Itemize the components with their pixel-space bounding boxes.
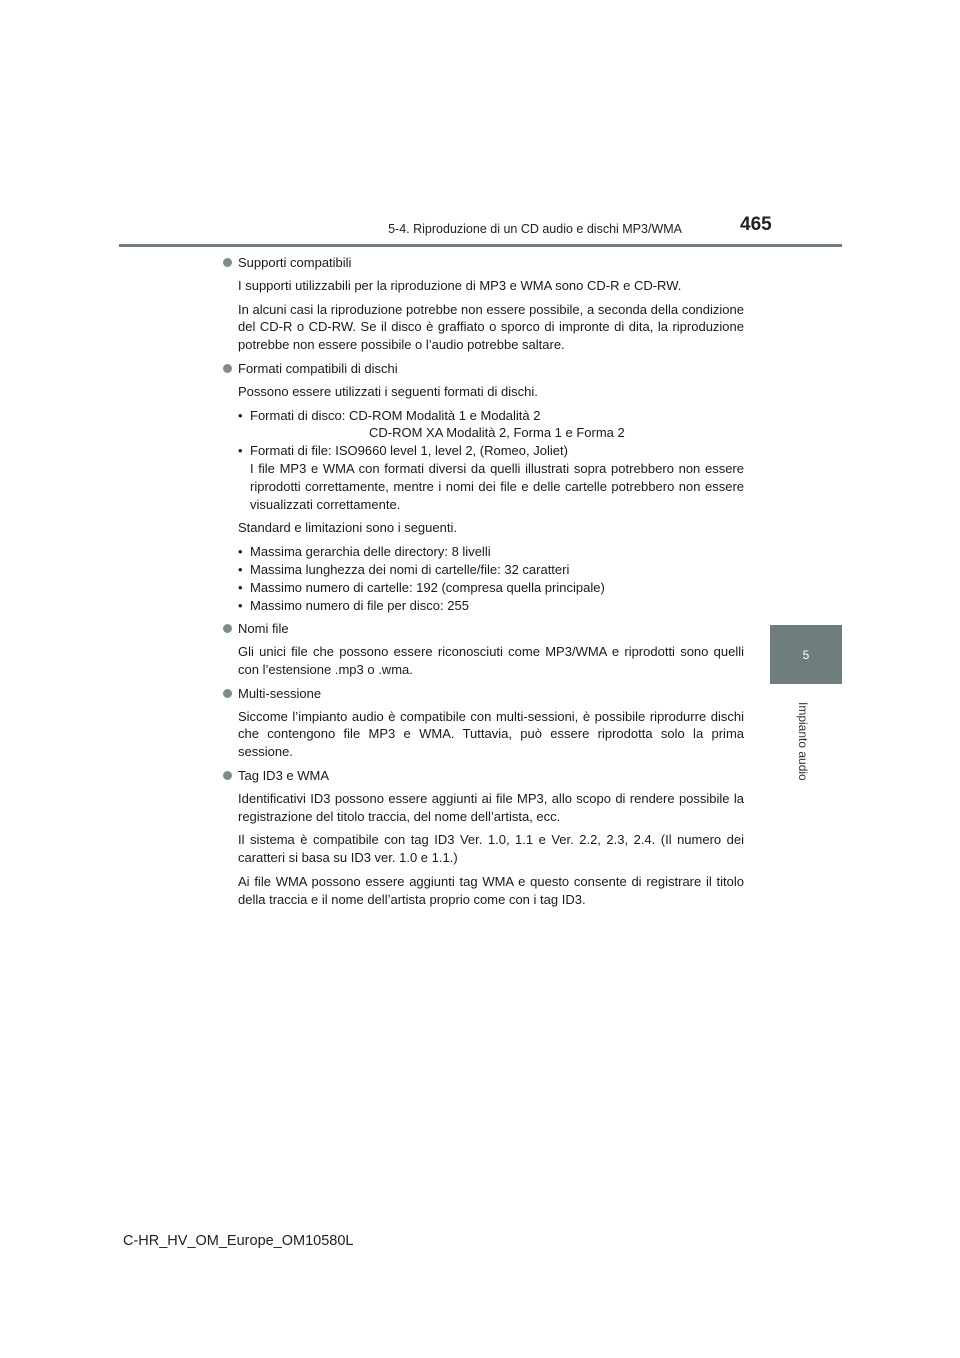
section-heading xyxy=(222,254,744,272)
list-marker: • xyxy=(238,443,243,459)
paragraph: Ai file WMA possono essere aggiunti tag WMA e questo consente di registrare il titolo della traccia e il nome dell’artista proprio come con i tag ID3. xyxy=(238,873,744,907)
header-rule xyxy=(119,244,842,247)
list-item-text: Formati di disco: CD-ROM Modalità 1 e Modalità 2 xyxy=(250,407,541,423)
list-item-continuation: CD-ROM XA Modalità 2, Forma 1 e Forma 2 xyxy=(369,425,625,441)
section-heading-text: Supporti compatibili xyxy=(238,255,352,270)
list-item xyxy=(238,561,744,579)
list-item-note: I file MP3 e WMA con formati diversi da quelli illustrati sopra potrebbero non essere riprodotti correttamente, mentre i nomi dei file e delle cartelle potrebbero non essere visualizzati correttamente. xyxy=(250,460,744,512)
limits-list xyxy=(238,543,744,614)
bullet-dot-icon xyxy=(223,624,232,633)
paragraph: In alcuni casi la riproduzione potrebbe non essere possibile, a seconda della condizione del CD-R o CD-RW. Se il disco è graffiato o sporco di impronte di dita, la riproduzione potrebbe non essere possibile o l’audio potrebbe saltare. xyxy=(238,301,744,353)
paragraph: Gli unici file che possono essere riconosciuti come MP3/WMA e riprodotti sono quelli con l’estensione .mp3 o .wma. xyxy=(238,644,744,677)
bullet-dot-icon xyxy=(223,689,232,698)
section-heading xyxy=(222,685,744,703)
paragraph: Identificativi ID3 possono essere aggiunti ai file MP3, allo scopo di rendere possibile la registrazione del titolo traccia, del nome dell’artista, ecc. xyxy=(238,790,744,824)
list-marker: • xyxy=(238,544,243,560)
section-formati xyxy=(222,360,744,614)
list-item xyxy=(238,543,744,561)
list-item xyxy=(238,442,744,513)
list-item-text: Formati di file: ISO9660 level 1, level 2, (Romeo, Joliet) xyxy=(250,443,568,459)
list-marker: • xyxy=(238,561,243,577)
bullet-dot-icon xyxy=(223,771,232,780)
list-marker: • xyxy=(238,579,243,595)
paragraph: I supporti utilizzabili per la riproduzione di MP3 e WMA sono CD-R e CD-RW. xyxy=(238,277,682,293)
chapter-tab[interactable] xyxy=(770,625,842,684)
list-marker: • xyxy=(238,407,243,423)
section-heading xyxy=(222,360,744,378)
list-item xyxy=(238,579,744,597)
section-heading xyxy=(222,620,744,638)
section-multi-sessione xyxy=(222,685,744,761)
header-title: 5-4. Riproduzione di un CD audio e dischi MP3/WMA xyxy=(388,222,682,236)
list-item-text: Massima gerarchia delle directory: 8 livelli xyxy=(250,544,491,560)
page-number: 465 xyxy=(740,214,772,235)
list-item-text: Massima lunghezza dei nomi di cartelle/file: 32 caratteri xyxy=(250,561,570,577)
list-item xyxy=(238,407,744,443)
list-item xyxy=(238,597,744,615)
paragraph: Il sistema è compatibile con tag ID3 Ver. 1.0, 1.1 e Ver. 2.2, 2.3, 2.4. (Il numero dei caratteri si basa su ID3 ver. 1.0 e 1.1.) xyxy=(238,832,744,866)
list-item-text: Massimo numero di file per disco: 255 xyxy=(250,597,469,613)
section-tag-id3 xyxy=(222,767,744,909)
chapter-tab-number: 5 xyxy=(802,647,810,662)
list-marker: • xyxy=(238,597,243,613)
chapter-tab-label: Impianto audio xyxy=(796,701,810,781)
section-heading-text: Multi-sessione xyxy=(238,685,322,701)
paragraph: Siccome l’impianto audio è compatibile con multi-sessioni, è possibile riprodurre dischi che contengono file MP3 e WMA. Tuttavia, può essere riprodotta solo la prima sessione. xyxy=(238,708,744,760)
paragraph: Standard e limitazioni sono i seguenti. xyxy=(238,520,457,536)
section-heading-text: Formati compatibili di dischi xyxy=(238,360,398,376)
section-heading xyxy=(222,767,744,785)
paragraph: Possono essere utilizzati i seguenti formati di dischi. xyxy=(238,383,538,399)
page-content xyxy=(222,254,744,915)
section-heading-text: Tag ID3 e WMA xyxy=(238,767,330,783)
list-item-text: Massimo numero di cartelle: 192 (compresa quella principale) xyxy=(250,579,605,595)
section-supporti xyxy=(222,254,744,354)
footer-doc-code: C-HR_HV_OM_Europe_OM10580L xyxy=(123,1233,354,1249)
section-heading-text: Nomi file xyxy=(238,621,289,637)
section-nomi-file xyxy=(222,620,744,678)
format-list xyxy=(238,407,744,514)
bullet-dot-icon xyxy=(223,364,232,373)
bullet-dot-icon xyxy=(223,258,232,267)
